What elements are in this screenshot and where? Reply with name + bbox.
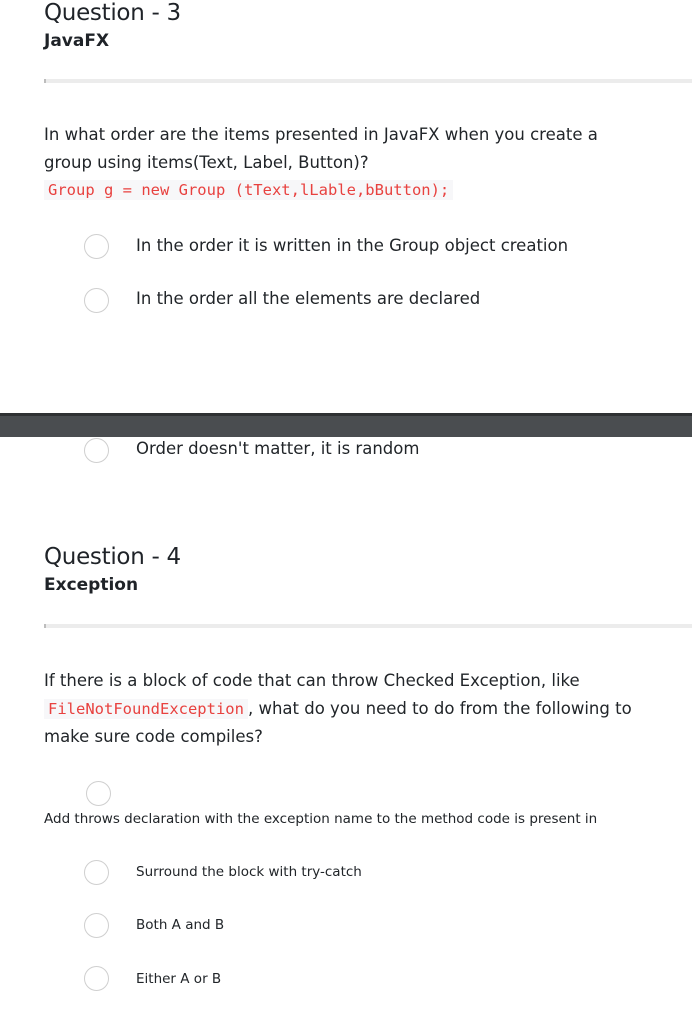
- q4-option-4-radio[interactable]: [84, 966, 109, 991]
- question-3-text: In what order are the items presented in JavaFX when you create a group using items(Text, Label, Button)?: [44, 125, 598, 172]
- q4-option-1-label[interactable]: Add throws declaration with the exception name to the method code is present in: [44, 811, 598, 827]
- section-divider: [44, 79, 692, 83]
- q4-option-3-radio[interactable]: [84, 913, 109, 938]
- q4-option-1-radio[interactable]: [86, 781, 111, 806]
- q3-option-1-radio[interactable]: [84, 234, 109, 259]
- q3-option-2-label[interactable]: In the order all the elements are declared: [136, 289, 481, 308]
- q3-option-3-radio[interactable]: [84, 438, 109, 463]
- q4-option-2-radio[interactable]: [84, 860, 109, 885]
- question-4-text: [44, 667, 644, 751]
- q4-option-3-label[interactable]: Both A and B: [136, 917, 225, 933]
- question-3-subtitle: JavaFX: [44, 31, 110, 51]
- question-4-title: Question - 4: [44, 544, 181, 570]
- q4-option-4-label[interactable]: Either A or B: [136, 971, 222, 987]
- q3-option-1-label[interactable]: In the order it is written in the Group object creation: [136, 236, 569, 255]
- question-4-subtitle: Exception: [44, 575, 139, 595]
- question-3-code: Group g = new Group (tText,lLable,bButton);: [44, 180, 453, 200]
- section-divider: [44, 624, 692, 628]
- q3-option-3-label[interactable]: Order doesn't matter, it is random: [136, 439, 420, 458]
- question-4-code: FileNotFoundException: [44, 699, 248, 719]
- question-4-text-before: If there is a block of code that can throw Checked Exception, like: [44, 671, 580, 690]
- q3-option-2-radio[interactable]: [84, 288, 109, 313]
- q4-option-2-label[interactable]: Surround the block with try-catch: [136, 864, 362, 880]
- question-3-code-line: [44, 180, 453, 199]
- screen-separator-bar: [0, 413, 692, 437]
- question-3-title: Question - 3: [44, 0, 181, 26]
- question-4-text-after: , what do you need to do from the following to make sure code compiles?: [44, 699, 632, 746]
